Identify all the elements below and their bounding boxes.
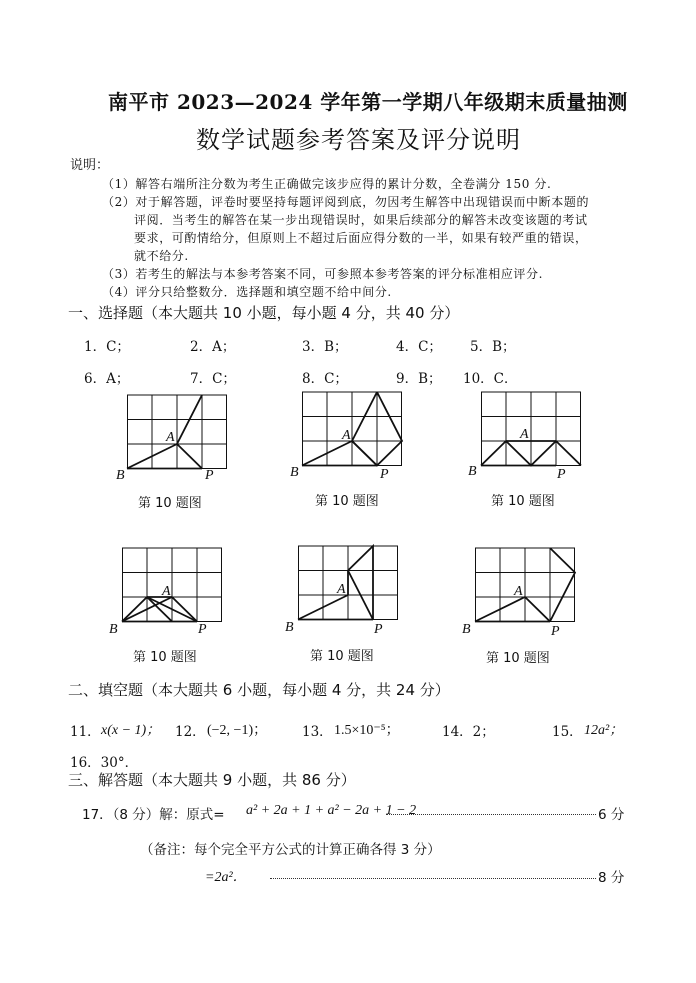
figure-6	[475, 548, 575, 622]
fill-answer-13: 1.5×10⁻⁵；	[334, 723, 400, 738]
figure-5	[298, 546, 398, 620]
mc-answer-10: 10．C．	[463, 371, 518, 387]
point-label-a: A	[166, 430, 175, 445]
note-item-2-cont: 就不给分.	[134, 249, 189, 263]
point-label-b: B	[285, 620, 294, 635]
point-label-b: B	[116, 468, 125, 483]
point-label-p: P	[198, 622, 207, 637]
fill-answer-12: (−2, −1)；	[207, 723, 268, 738]
document-title: 南平市 2023—2024 学年第一学期八年级期末质量抽测	[108, 90, 628, 114]
fill-answer-16: 16．30°．	[70, 755, 139, 771]
q17-heading: 17．（8 分）解：原式=	[82, 807, 225, 823]
fill-answer-13-number: 13．	[302, 724, 333, 740]
q17-expression: a² + 2a + 1 + a² − 2a + 1 − 2	[246, 803, 417, 818]
mc-answer-6: 6．A；	[84, 371, 130, 387]
point-label-a: A	[162, 584, 171, 599]
fill-answer-14: 14．2；	[442, 724, 495, 740]
point-label-p: P	[551, 624, 560, 639]
point-label-p: P	[374, 622, 383, 637]
figure-2	[302, 392, 402, 466]
document-subtitle: 数学试题参考答案及评分说明	[196, 126, 521, 154]
point-label-p: P	[205, 468, 214, 483]
mc-answer-3: 3．B；	[302, 339, 348, 355]
figure-caption: 第 10 题图	[138, 496, 202, 511]
note-item-2-cont: 要求，可酌情给分，但原则上不超过后面应得分数的一半，如果有较严重的错误，	[134, 231, 588, 245]
mc-answer-1: 1．C；	[84, 339, 130, 355]
mc-answer-5: 5．B；	[470, 339, 516, 355]
q17-remark: （备注：每个完全平方公式的计算正确各得 3 分）	[140, 842, 441, 858]
point-label-b: B	[462, 622, 471, 637]
fill-answer-11: x(x − 1)；	[101, 723, 161, 738]
point-label-b: B	[290, 465, 299, 480]
point-label-a: A	[342, 428, 351, 443]
section-2-title: 二、填空题（本大题共 6 小题，每小题 4 分，共 24 分）	[68, 681, 450, 699]
notes-heading: 说明：	[70, 158, 110, 173]
fill-answer-15: 12a²；	[584, 723, 624, 738]
q17-result: =2a²．	[205, 870, 247, 885]
point-label-a: A	[337, 582, 346, 597]
note-item-2: （2）对于解答题，评卷时要坚持每题评阅到底，勿因考生解答中出现错误而中断本题的	[102, 195, 590, 209]
figure-4	[122, 548, 222, 622]
point-label-p: P	[557, 467, 566, 482]
mc-answer-8: 8．C；	[302, 371, 348, 387]
note-item-4: （4）评分只给整数分．选择题和填空题不给中间分.	[102, 285, 392, 299]
mc-answer-7: 7．C；	[190, 371, 236, 387]
point-label-a: A	[520, 427, 529, 442]
figure-caption: 第 10 题图	[491, 494, 555, 509]
leader-dots	[270, 878, 596, 879]
fill-answer-11-number: 11．	[70, 724, 101, 740]
note-item-1: （1）解答右端所注分数为考生正确做完该步应得的累计分数，全卷满分 150 分.	[102, 177, 552, 191]
leader-dots	[386, 814, 596, 815]
section-1-title: 一、选择题（本大题共 10 小题，每小题 4 分，共 40 分）	[68, 304, 460, 322]
point-label-b: B	[109, 622, 118, 637]
fill-answer-12-number: 12．	[175, 724, 206, 740]
fill-answer-15-number: 15．	[552, 724, 583, 740]
point-label-p: P	[380, 467, 389, 482]
note-item-2-cont: 评阅．当考生的解答在某一步出现错误时，如果后续部分的解答未改变该题的考试	[134, 213, 588, 227]
q17-score-step2: 8 分	[598, 870, 625, 886]
mc-answer-9: 9．B；	[396, 371, 442, 387]
point-label-a: A	[514, 584, 523, 599]
section-3-title: 三、解答题（本大题共 9 小题，共 86 分）	[68, 771, 356, 789]
mc-answer-4: 4．C；	[396, 339, 442, 355]
point-label-b: B	[468, 464, 477, 479]
note-item-3: （3）若考生的解法与本参考答案不同，可参照本参考答案的评分标准相应评分.	[102, 267, 544, 281]
figure-caption: 第 10 题图	[310, 649, 374, 664]
figure-caption: 第 10 题图	[133, 650, 197, 665]
figure-1	[127, 395, 227, 469]
figure-caption: 第 10 题图	[315, 494, 379, 509]
figure-caption: 第 10 题图	[486, 651, 550, 666]
q17-score-step1: 6 分	[598, 807, 625, 823]
mc-answer-2: 2．A；	[190, 339, 236, 355]
figure-3	[481, 392, 581, 466]
